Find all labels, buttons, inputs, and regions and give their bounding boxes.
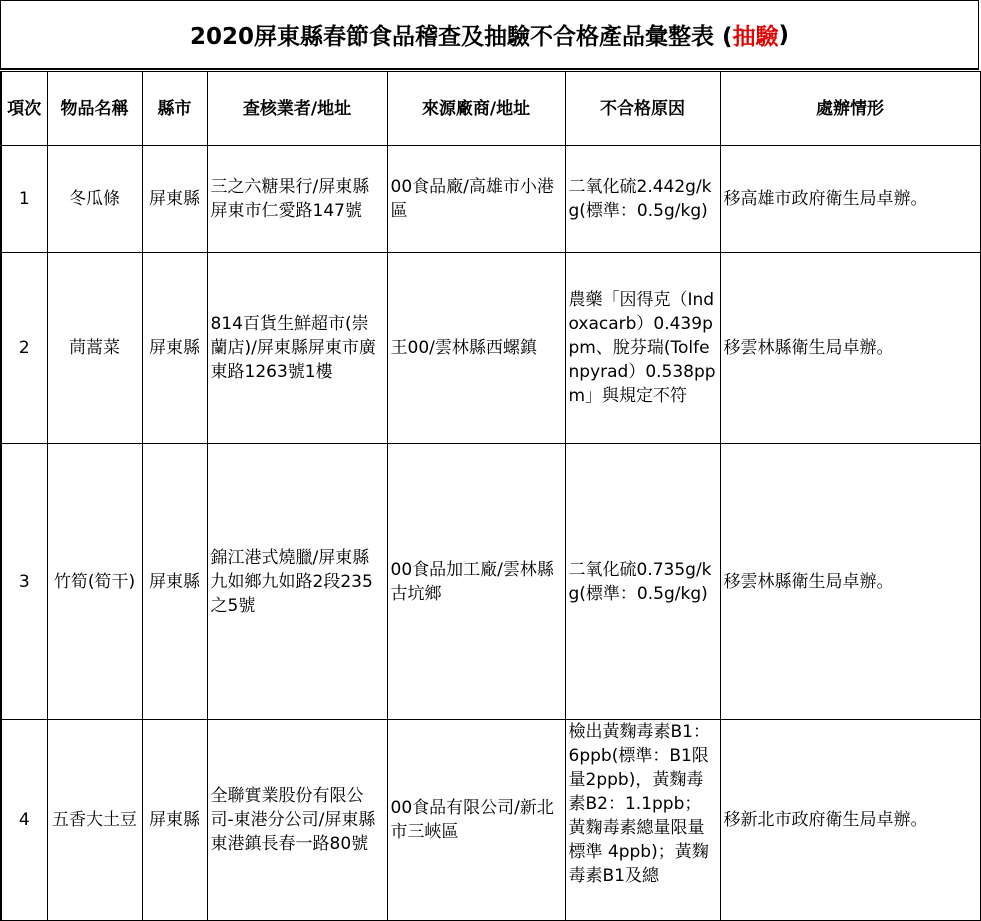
col-header-action: 處辦情形 — [720, 72, 980, 146]
cell-action: 移雲林縣衛生局卓辦。 — [720, 444, 980, 720]
cell-vendor: 814百貨生鮮超市(崇蘭店)/屏東縣屏東市廣東路1263號1樓 — [207, 253, 387, 444]
table-row — [1, 146, 980, 253]
cell-reason: 二氧化硫2.442g/kg(標準：0.5g/kg) — [565, 146, 720, 253]
cell-source: 00食品加工廠/雲林縣古坑鄉 — [387, 444, 565, 720]
header-row — [1, 72, 980, 146]
col-header-county: 縣市 — [142, 72, 207, 146]
cell-county: 屏東縣 — [142, 146, 207, 253]
cell-county: 屏東縣 — [142, 444, 207, 720]
cell-no: 2 — [1, 253, 47, 444]
table-row — [1, 253, 980, 444]
col-header-source: 來源廠商/地址 — [387, 72, 565, 146]
cell-vendor: 全聯實業股份有限公司-東港分公司/屏東縣東港鎮長春一路80號 — [207, 720, 387, 921]
title-highlight: 抽驗 — [732, 24, 779, 50]
cell-reason: 二氧化硫0.735g/kg(標準：0.5g/kg) — [565, 444, 720, 720]
table-row — [1, 444, 980, 720]
cell-no: 3 — [1, 444, 47, 720]
cell-source: 王00/雲林縣西螺鎮 — [387, 253, 565, 444]
cell-no: 1 — [1, 146, 47, 253]
cell-item: 五香大土豆 — [47, 720, 142, 921]
cell-no: 4 — [1, 720, 47, 921]
sheet-title — [0, 0, 979, 70]
cell-action: 移雲林縣衛生局卓辦。 — [720, 253, 980, 444]
cell-item: 冬瓜條 — [47, 146, 142, 253]
cell-vendor: 錦江港式燒臘/屏東縣九如鄉九如路2段235之5號 — [207, 444, 387, 720]
col-header-vendor: 查核業者/地址 — [207, 72, 387, 146]
col-header-reason: 不合格原因 — [565, 72, 720, 146]
cell-county: 屏東縣 — [142, 720, 207, 921]
cell-action: 移新北市政府衛生局卓辦。 — [720, 720, 980, 921]
cell-source: 00食品廠/高雄市小港區 — [387, 146, 565, 253]
table-row — [1, 720, 980, 921]
cell-reason: 檢出黃麴毒素B1：6ppb(標準：B1限量2ppb)，黃麴毒素B2：1.1ppb；黃麴毒素總量限量標準 4ppb)；黃麴毒素B1及總 — [565, 720, 720, 921]
title-close: ) — [778, 21, 790, 48]
cell-reason: 農藥「因得克（Indoxacarb）0.439ppm、脫芬瑞(Tolfenpyrad）0.538ppm」與規定不符 — [565, 253, 720, 444]
results-table — [0, 71, 981, 921]
cell-item: 竹筍(筍干) — [47, 444, 142, 720]
col-header-no: 項次 — [1, 72, 47, 146]
cell-item: 茼蒿菜 — [47, 253, 142, 444]
col-header-item: 物品名稱 — [47, 72, 142, 146]
cell-source: 00食品有限公司/新北市三峽區 — [387, 720, 565, 921]
cell-vendor: 三之六糖果行/屏東縣屏東市仁愛路147號 — [207, 146, 387, 253]
cell-county: 屏東縣 — [142, 253, 207, 444]
cell-action: 移高雄市政府衛生局卓辦。 — [720, 146, 980, 253]
title-main: 2020屏東縣春節食品稽查及抽驗不合格產品彙整表 ( — [189, 24, 733, 50]
